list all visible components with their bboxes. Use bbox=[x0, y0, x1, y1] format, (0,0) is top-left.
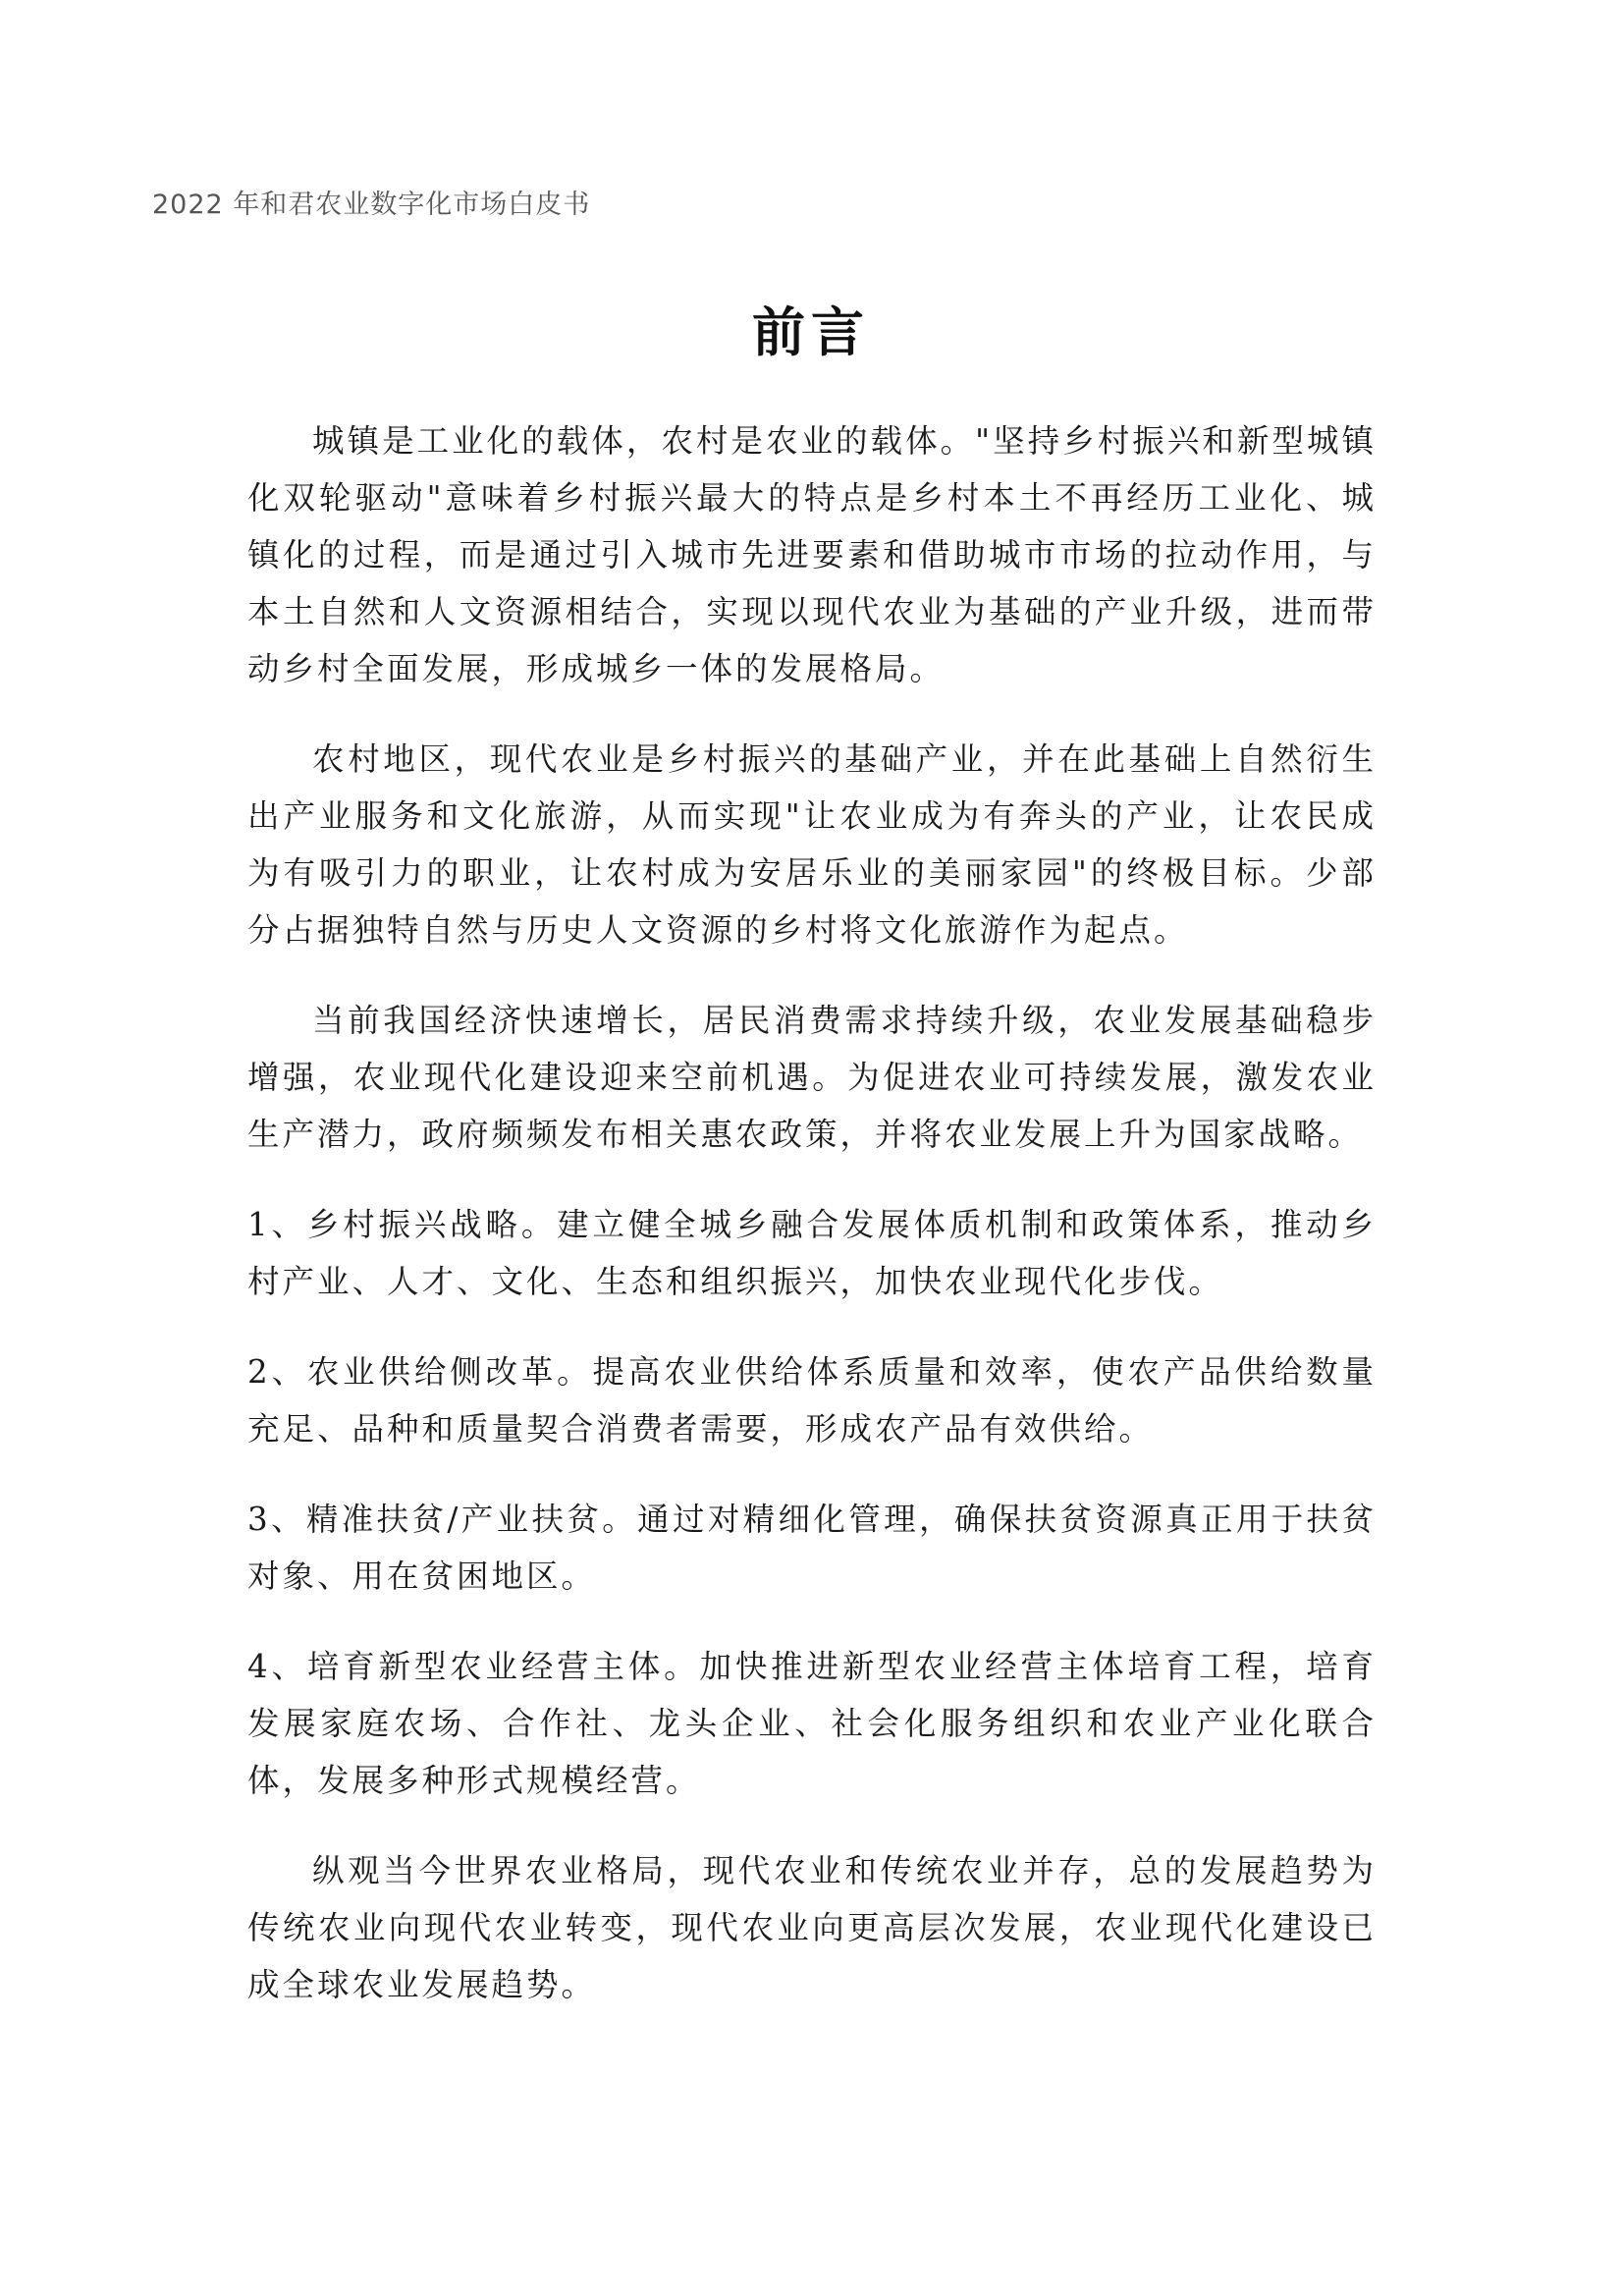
list-item-poverty-alleviation: 3、精准扶贫/产业扶贫。通过对精细化管理，确保扶贫资源真正用于扶贫对象、用在贫困地区。 bbox=[247, 1501, 1377, 1595]
paragraph-global-outlook: 纵观当今世界农业格局，现代农业和传统农业并存，总的发展趋势为传统农业向现代农业转变，现代农业向更高层次发展，农业现代化建设已成全球农业发展趋势。 bbox=[247, 1852, 1377, 2003]
paragraph-intro: 城镇是工业化的载体，农村是农业的载体。"坚持乡村振兴和新型城镇化双轮驱动"意味着乡村振兴最大的特点是乡村本土不再经历工业化、城镇化的过程，而是通过引入城市先进要素和借助城市市场的拉动作用，与本土自然和人文资源相结合，实现以现代农业为基础的产业升级，进而带动乡村全面发展，形成城乡一体的发展格局。 bbox=[247, 422, 1377, 687]
page-title: 前言 bbox=[752, 301, 870, 363]
list-item-new-business-entities: 4、培育新型农业经营主体。加快推进新型农业经营主体培育工程，培育发展家庭农场、合作社、龙头企业、社会化服务组织和农业产业化联合体，发展多种形式规模经营。 bbox=[247, 1648, 1377, 1799]
list-item-rural-revitalization: 1、乡村振兴战略。建立健全城乡融合发展体质机制和政策体系，推动乡村产业、人才、文化、生态和组织振兴，加快农业现代化步伐。 bbox=[247, 1206, 1377, 1300]
running-header: 2022 年和君农业数字化市场白皮书 bbox=[152, 190, 591, 220]
paragraph-current-situation: 当前我国经济快速增长，居民消费需求持续升级，农业发展基础稳步增强，农业现代化建设迎来空前机遇。为促进农业可持续发展，激发农业生产潜力，政府频频发布相关惠农政策，并将农业发展上升为国家战略。 bbox=[247, 1002, 1377, 1153]
list-item-supply-side-reform: 2、农业供给侧改革。提高农业供给体系质量和效率，使农产品供给数量充足、品种和质量契合消费者需要，形成农产品有效供给。 bbox=[247, 1353, 1377, 1448]
paragraph-rural-areas: 农村地区，现代农业是乡村振兴的基础产业，并在此基础上自然衍生出产业服务和文化旅游，从而实现"让农业成为有奔头的产业，让农民成为有吸引力的职业，让农村成为安居乐业的美丽家园"的终极目标。少部分占据独特自然与历史人文资源的乡村将文化旅游作为起点。 bbox=[247, 740, 1377, 949]
body-text bbox=[247, 412, 1377, 2047]
